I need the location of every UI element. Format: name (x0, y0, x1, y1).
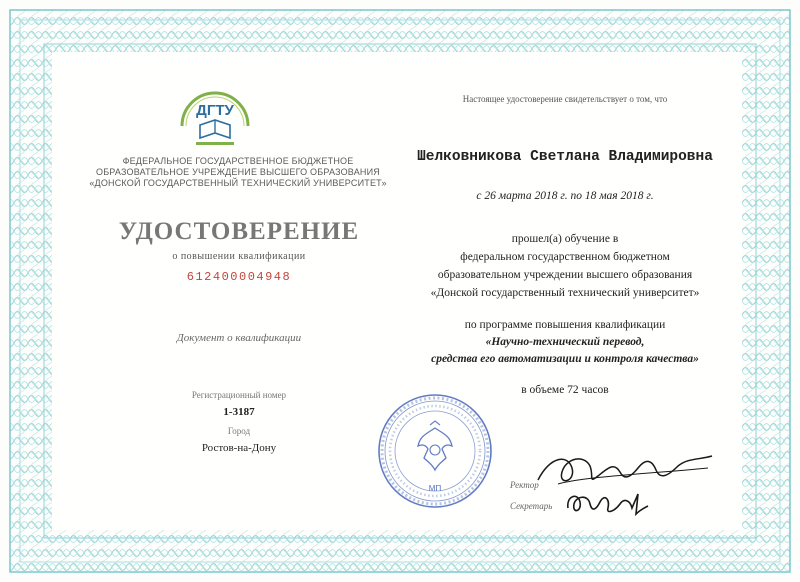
city-value: Ростов-на-Дону (201, 442, 277, 454)
document-type: Документ о квалификации (176, 332, 302, 344)
organization-name (88, 156, 388, 189)
registration-label: Регистрационный номер (191, 390, 287, 400)
document-title: УДОСТОВЕРЕНИЕ (118, 218, 360, 245)
org-line: ФЕДЕРАЛЬНОЕ ГОСУДАРСТВЕННОЕ БЮДЖЕТНОЕ (122, 156, 354, 166)
seal-label: МП (428, 484, 442, 493)
program-intro: по программе повышения квалификации (464, 319, 666, 331)
org-line: «ДОНСКОЙ ГОСУДАРСТВЕННЫЙ ТЕХНИЧЕСКИЙ УНИВЕРСИТЕТ» (89, 178, 387, 188)
rector-label: Ректор (510, 480, 539, 490)
certificate-number: 612400004948 (186, 270, 292, 284)
body-line: «Донской государственный технический университет» (430, 287, 700, 299)
secretary-label: Секретарь (510, 501, 553, 511)
city-label: Город (227, 426, 251, 436)
secretary-signature (560, 486, 650, 520)
body-line: прошел(а) обучение в (511, 233, 619, 245)
program-name: «Научно-технический перевод, (485, 336, 645, 348)
document-subtitle: о повышении квалификации (172, 251, 306, 262)
body-line: федеральном государственном бюджетном (460, 251, 670, 263)
university-logo (176, 80, 254, 154)
registration-number: 1-3187 (223, 406, 255, 418)
training-volume: в объеме 72 часов (521, 384, 609, 396)
official-seal (376, 392, 494, 510)
org-line: ОБРАЗОВАТЕЛЬНОЕ УЧРЕЖДЕНИЕ ВЫСШЕГО ОБРАЗОВАНИЯ (96, 167, 380, 177)
logo-text: ДГТУ (196, 102, 234, 119)
body-line: образовательном учреждении высшего образования (437, 269, 693, 281)
program-name: средства его автоматизации и контроля качества» (431, 353, 699, 365)
intro-text: Настоящее удостоверение свидетельствует о том, что (462, 94, 668, 104)
training-dates: с 26 марта 2018 г. по 18 мая 2018 г. (476, 190, 654, 202)
holder-name: Шелковникова Светлана Владимировна (417, 149, 713, 165)
